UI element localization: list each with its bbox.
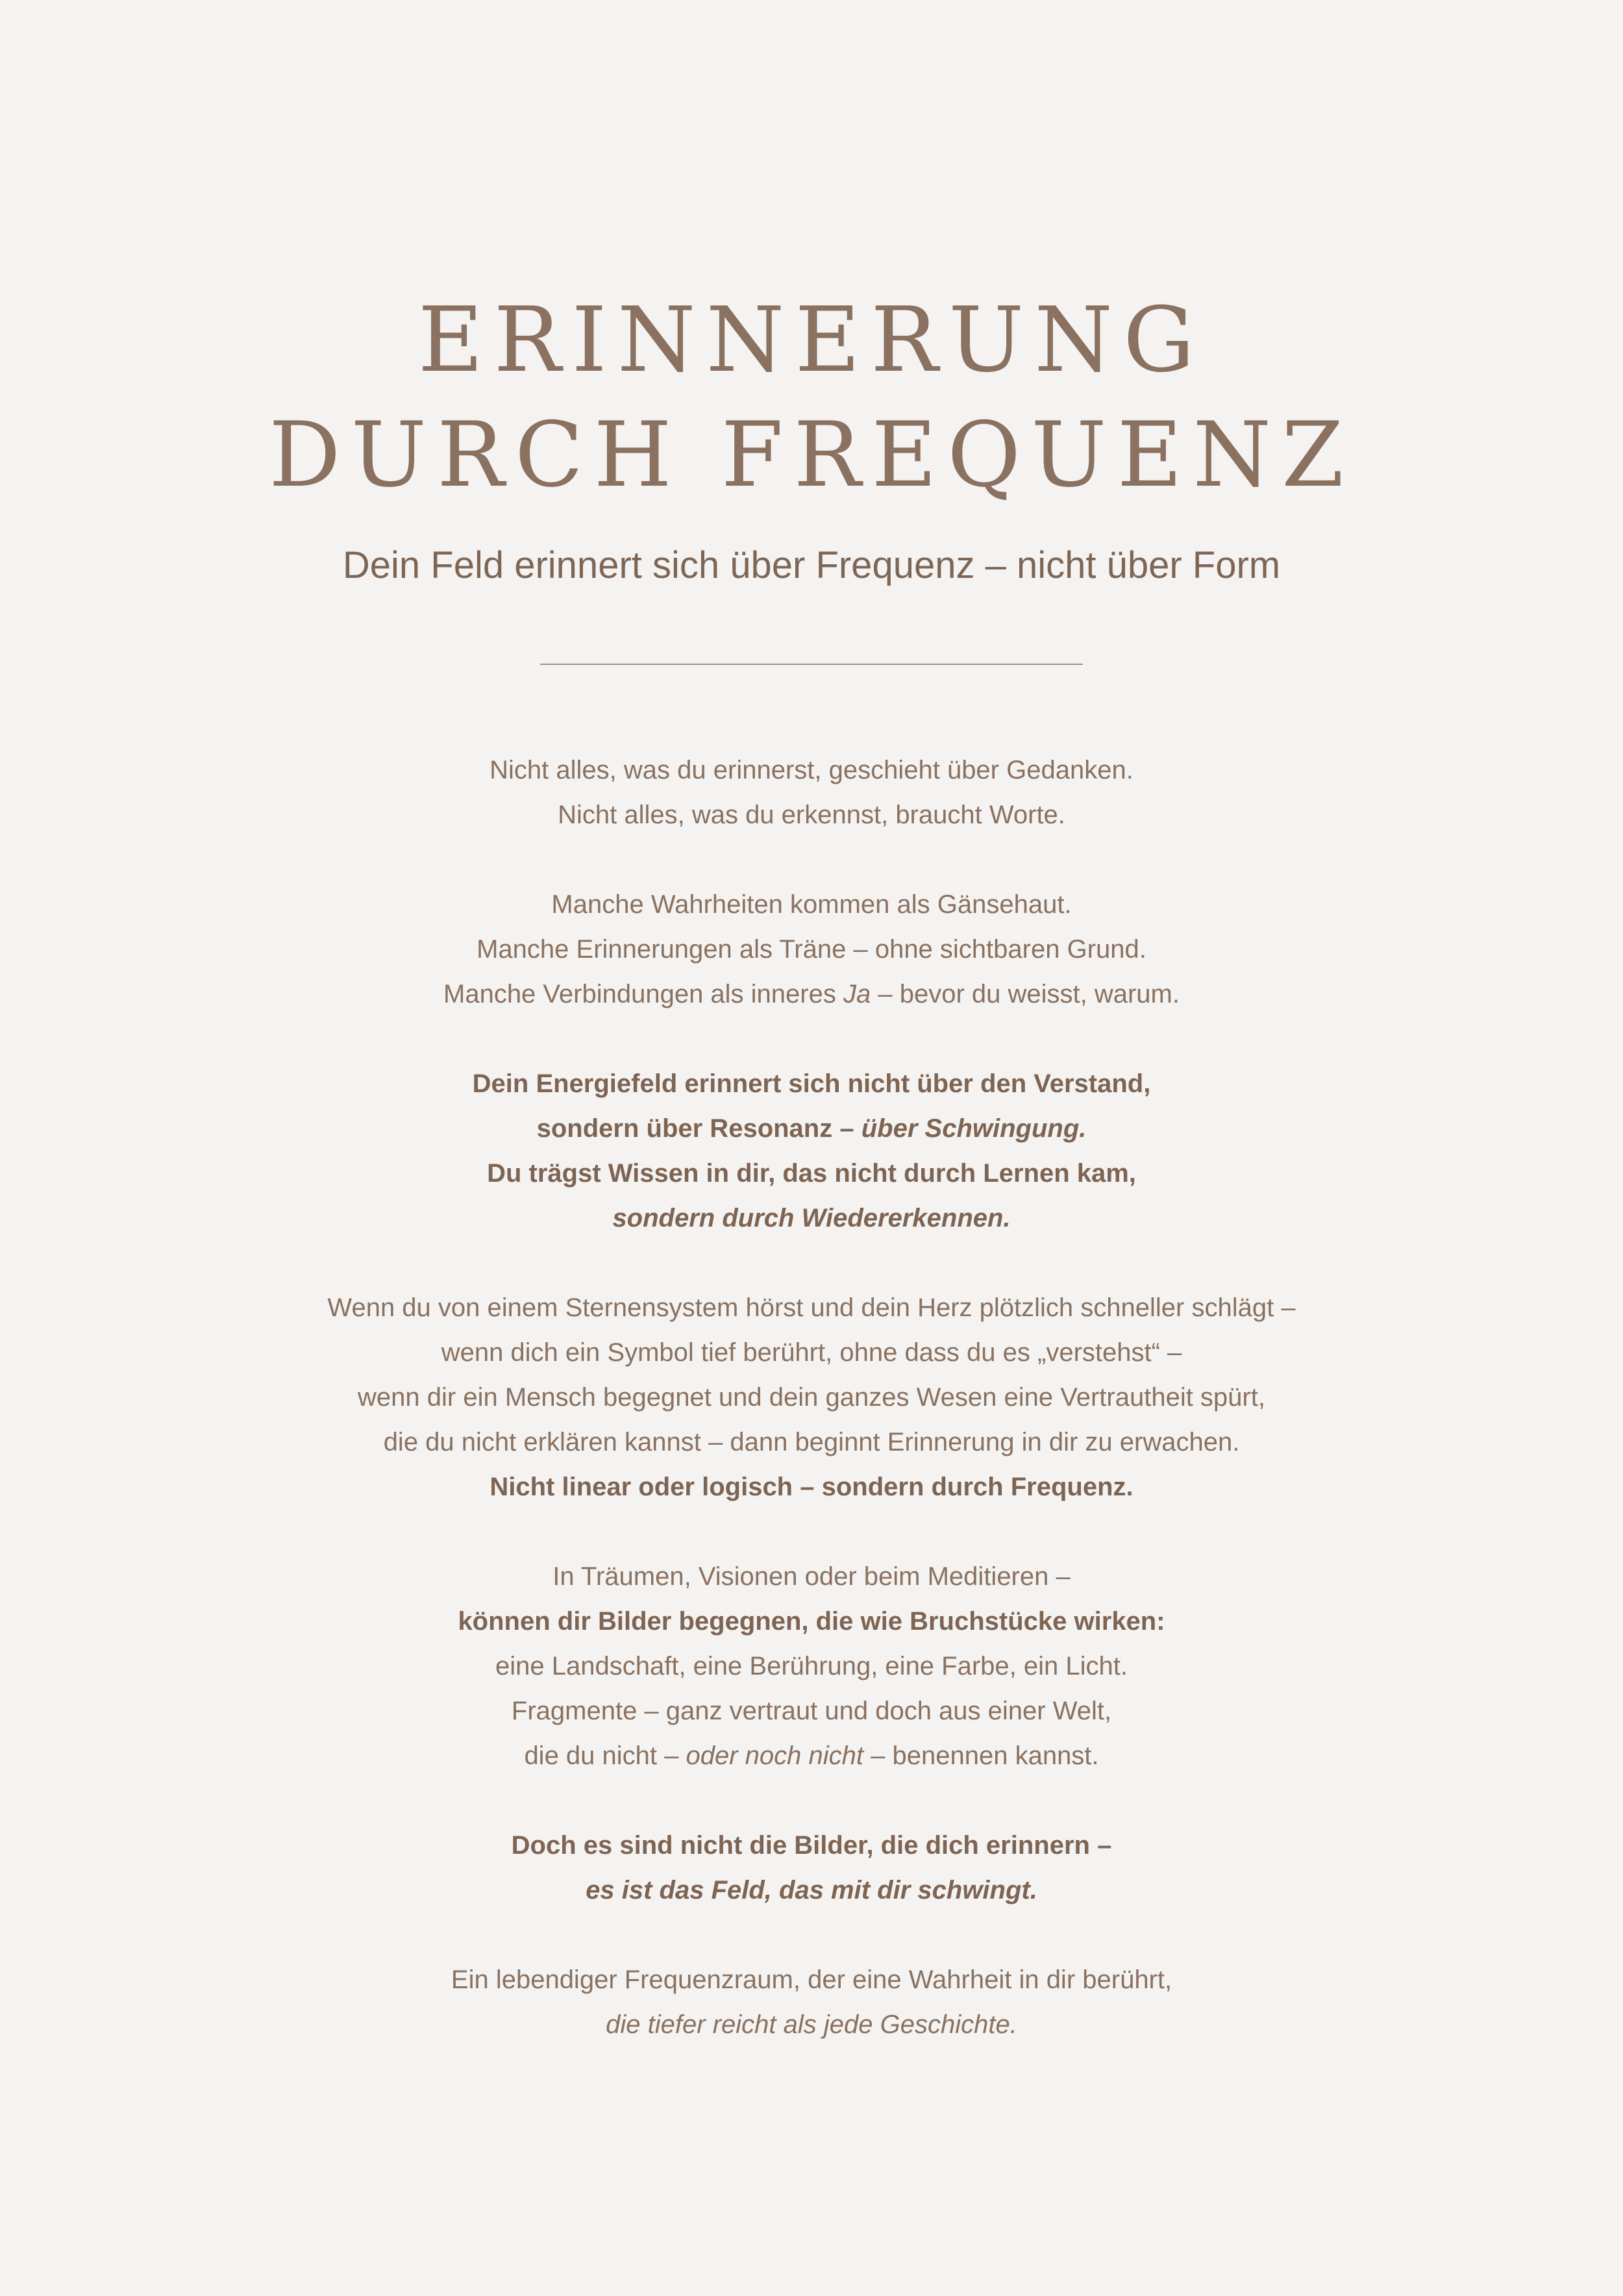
text-segment: sondern über Resonanz – (536, 1114, 861, 1143)
divider-line (540, 664, 1083, 665)
paragraph-2-line-3 (97, 972, 1526, 1017)
text-segment: – benennen kannst. (863, 1741, 1099, 1770)
paragraph-3-line-1: Dein Energiefeld erinnert sich nicht über den Verstand, (472, 1069, 1151, 1098)
paragraph-6-line-1: Doch es sind nicht die Bilder, die dich erinnern – (511, 1831, 1112, 1860)
body-text (97, 748, 1526, 2047)
page-title-line-2: DURCH FREQUENZ (269, 403, 1354, 507)
paragraph-4-line-5: Nicht linear oder logisch – sondern durch Frequenz. (489, 1473, 1134, 1501)
paragraph-spacer (97, 1241, 1526, 1286)
paragraph-3-line-3: Du trägst Wissen in dir, das nicht durch Lernen kam, (487, 1159, 1136, 1188)
italic-segment: oder noch nicht (686, 1741, 864, 1770)
paragraph-4-line-1: Wenn du von einem Sternensystem hörst und dein Herz plötzlich schneller schlägt – (327, 1293, 1296, 1322)
italic-segment: über Schwingung. (861, 1114, 1087, 1143)
paragraph-spacer (97, 838, 1526, 882)
paragraph-5-line-2: können dir Bilder begegnen, die wie Bruchstücke wirken: (458, 1607, 1165, 1636)
paragraph-2-line-1: Manche Wahrheiten kommen als Gänsehaut. (551, 890, 1072, 919)
paragraph-4-line-3: wenn dir ein Mensch begegnet und dein ganzes Wesen eine Vertrautheit spürt, (358, 1383, 1265, 1412)
paragraph-1-line-1: Nicht alles, was du erinnerst, geschieht über Gedanken. (489, 756, 1134, 784)
paragraph-5-line-4: Fragmente – ganz vertraut und doch aus einer Welt, (511, 1697, 1112, 1725)
paragraph-7-line-2: die tiefer reicht als jede Geschichte. (606, 2010, 1017, 2039)
paragraph-5-line-5 (97, 1734, 1526, 1778)
italic-segment: Ja (843, 980, 871, 1008)
text-segment: die du nicht – (524, 1741, 686, 1770)
paragraph-spacer (97, 1913, 1526, 1958)
paragraph-spacer (97, 1778, 1526, 1823)
text-segment: – bevor du weisst, warum. (871, 980, 1180, 1008)
page-subtitle: Dein Feld erinnert sich über Frequenz – nicht über Form (342, 544, 1281, 586)
paragraph-5-line-3: eine Landschaft, eine Berührung, eine Farbe, ein Licht. (495, 1652, 1128, 1680)
page-title-line-1: ERINNERUNG (417, 288, 1206, 392)
paragraph-4-line-4: die du nicht erklären kannst – dann beginnt Erinnerung in dir zu erwachen. (383, 1428, 1240, 1456)
paragraph-3-line-2 (97, 1106, 1526, 1151)
text-segment: Manche Verbindungen als inneres (443, 980, 843, 1008)
paragraph-4-line-2: wenn dich ein Symbol tief berührt, ohne dass du es „verstehst“ – (441, 1338, 1182, 1367)
paragraph-5-line-1: In Träumen, Visionen oder beim Meditieren – (552, 1562, 1071, 1591)
paragraph-spacer (97, 1510, 1526, 1554)
paragraph-2-line-2: Manche Erinnerungen als Träne – ohne sichtbaren Grund. (477, 935, 1146, 964)
paragraph-7-line-1: Ein lebendiger Frequenzraum, der eine Wahrheit in dir berührt, (451, 1965, 1172, 1994)
paragraph-6-line-2: es ist das Feld, das mit dir schwingt. (586, 1876, 1037, 1904)
paragraph-3-line-4: sondern durch Wiedererkennen. (612, 1204, 1011, 1232)
paragraph-spacer (97, 1017, 1526, 1062)
paragraph-1-line-2: Nicht alles, was du erkennst, braucht Worte. (558, 801, 1065, 829)
